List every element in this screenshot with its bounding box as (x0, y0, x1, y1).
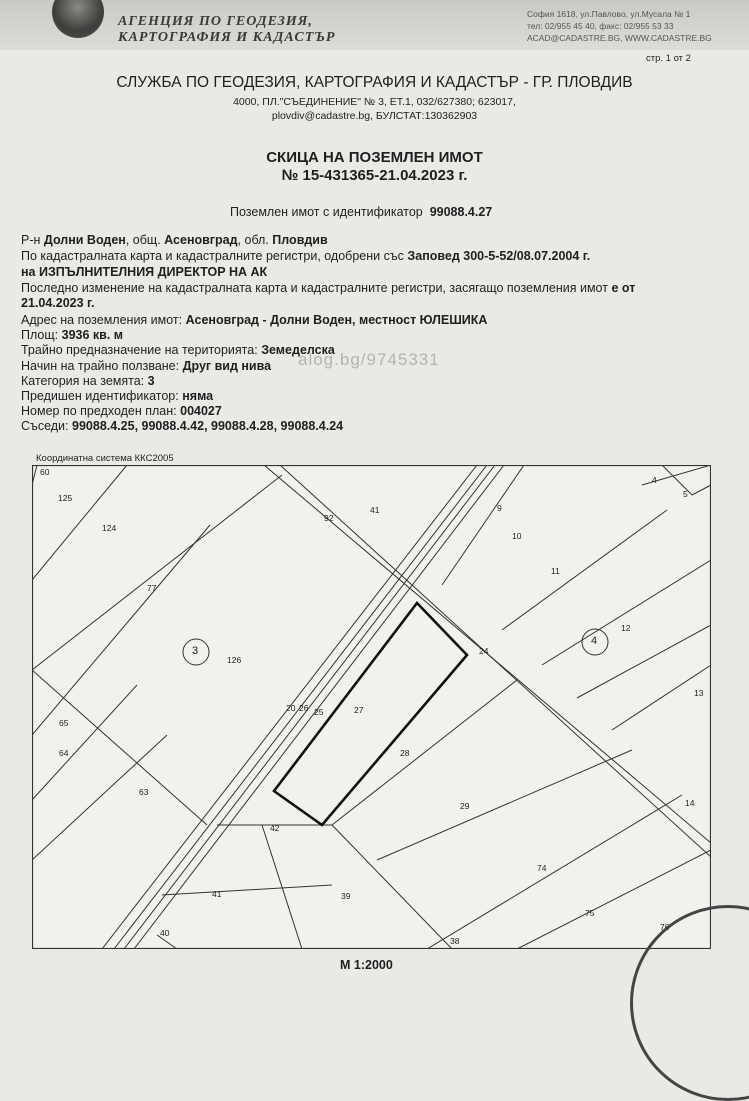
parcel-label: 126 (227, 655, 242, 665)
zone-label-3: 3 (192, 645, 199, 657)
approval-line (21, 249, 590, 263)
parcel-label: 14 (685, 798, 695, 808)
agency-logo (52, 0, 104, 38)
usage-label: Начин на трайно ползване: (21, 359, 180, 373)
map-scale: М 1:2000 (340, 958, 393, 972)
purpose-label: Трайно предназначение на територията: (21, 343, 258, 357)
parcel-label: 9 (497, 503, 502, 513)
agency-web: ACAD@CADASTRE.BG, WWW.CADASTRE.BG (527, 33, 712, 43)
map-frame (33, 466, 711, 949)
parcel-label: 39 (341, 891, 351, 901)
office-address: 4000, ПЛ."СЪЕДИНЕНИЕ" № 3, ЕТ.1, 032/627380; 623017, (233, 96, 516, 108)
approval-authority-text: на ИЗПЪЛНИТЕЛНИЯ ДИРЕКТОР НА АК (21, 265, 268, 279)
parcel-label: 92 (324, 513, 334, 523)
approval-authority (21, 265, 267, 279)
parcel-label: 20 (286, 703, 296, 713)
category-value: 3 (147, 374, 155, 388)
purpose-line (21, 343, 335, 357)
parcel-label: 77 (147, 583, 157, 593)
parcel-label: 75 (585, 908, 595, 918)
agency-name-line2: КАРТОГРАФИЯ И КАДАСТЪР (118, 30, 336, 45)
prev-id-label: Предишен идентификатор: (21, 389, 179, 403)
usage-line (21, 359, 271, 373)
parcel-label: 41 (370, 505, 380, 515)
parcel-label: 64 (59, 748, 69, 758)
parcel-label: 24 (479, 646, 489, 656)
approval-label: По кадастралната карта и кадастралните регистри, одобрени със (21, 249, 404, 263)
usage-value: Друг вид нива (182, 359, 272, 373)
coord-system-label: Координатна система ККС2005 (36, 453, 174, 464)
location-municipality: Асеновград (164, 233, 238, 247)
identifier-line (230, 205, 492, 219)
location-label-region: , обл. (237, 233, 269, 247)
office-contacts: plovdiv@cadastre.bg, БУЛСТАТ:130362903 (271, 110, 478, 122)
parcel-label: 65 (59, 718, 69, 728)
parcel-label: 38 (450, 936, 460, 946)
parcel-label: 40 (160, 928, 170, 938)
parcel-label: 29 (460, 801, 470, 811)
last-change-date: 21.04.2023 г. (21, 296, 95, 310)
parcel-label: 25 (314, 707, 324, 717)
neighbors-label: Съседи: (21, 419, 69, 433)
purpose-value: Земеделска (261, 343, 335, 357)
last-change-suffix: е от (611, 281, 636, 295)
approval-order: Заповед 300-5-52/08.07.2004 г. (407, 249, 591, 263)
cadastral-map (32, 465, 711, 949)
parcel-label: 27 (354, 705, 364, 715)
address-value: Асеновград - Долни Воден, местност ЮЛЕШИКА (185, 313, 488, 327)
parcel-label: 13 (694, 688, 704, 698)
prev-plan-label: Номер по предходен план: (21, 404, 177, 418)
page-indicator: стр. 1 от 2 (646, 53, 691, 64)
location-label-municipality: , общ. (125, 233, 161, 247)
address-label: Адрес на поземления имот: (21, 313, 183, 327)
neighbors-value: 99088.4.25, 99088.4.42, 99088.4.28, 99088.4.24 (72, 419, 344, 433)
agency-phone: тел: 02/955 45 40, факс: 02/955 53 33 (527, 21, 674, 31)
area-value: 3936 кв. м (61, 328, 124, 342)
watermark: alog.bg/9745331 (298, 350, 440, 369)
parcel-label: 12 (621, 623, 631, 633)
identifier-label: Поземлен имот с идентификатор (230, 205, 423, 219)
map-drawing (32, 465, 711, 949)
agency-name-line1: АГЕНЦИЯ ПО ГЕОДЕЗИЯ, (118, 14, 313, 29)
category-label: Категория на земята: (21, 374, 145, 388)
parcel-label: 41 (212, 889, 222, 899)
last-change-date-line (21, 296, 94, 310)
agency-address: София 1618, ул.Павлово, ул.Мусала № 1 (527, 9, 691, 19)
location-district: Долни Воден (43, 233, 126, 247)
parcel-label: 63 (139, 787, 149, 797)
document-number: № 15-431365-21.04.2023 г. (281, 167, 468, 184)
area-label: Площ: (21, 328, 59, 342)
parcel-label: 125 (58, 493, 73, 503)
parcel-label: 5 (683, 489, 688, 499)
parcel-label: 76 (660, 922, 670, 932)
last-change-line (21, 281, 635, 295)
parcel-label: 60 (40, 467, 50, 477)
area-line (21, 328, 123, 342)
parcel-label: 11 (551, 566, 560, 576)
zone-label-4: 4 (591, 635, 598, 647)
parcel-label: 74 (537, 863, 547, 873)
agency-header (0, 0, 749, 50)
parcel-label: 26 (299, 703, 309, 713)
prev-plan-value: 004027 (180, 404, 222, 418)
parcel-label: 124 (102, 523, 117, 533)
document-title: СКИЦА НА ПОЗЕМЛЕН ИМОТ (266, 149, 483, 166)
parcel-label: 10 (512, 531, 522, 541)
prev-id-line (21, 389, 213, 403)
neighbors-line (21, 419, 343, 433)
prev-id-value: няма (182, 389, 214, 403)
location-line (21, 233, 328, 247)
parcel-label: 4 (652, 475, 657, 485)
parcel-label: 28 (400, 748, 410, 758)
address-line (21, 313, 487, 327)
prev-plan-line (21, 404, 222, 418)
last-change-label: Последно изменение на кадастралната карта и кадастралните регистри, засягащо поземления имот (21, 281, 608, 295)
parcel-label: 42 (270, 823, 280, 833)
office-title: СЛУЖБА ПО ГЕОДЕЗИЯ, КАРТОГРАФИЯ И КАДАСТЪР - ГР. ПЛОВДИВ (116, 74, 633, 91)
identifier-value: 99088.4.27 (429, 205, 493, 219)
category-line (21, 374, 155, 388)
location-label-district: Р-н (21, 233, 41, 247)
location-region: Пловдив (272, 233, 328, 247)
